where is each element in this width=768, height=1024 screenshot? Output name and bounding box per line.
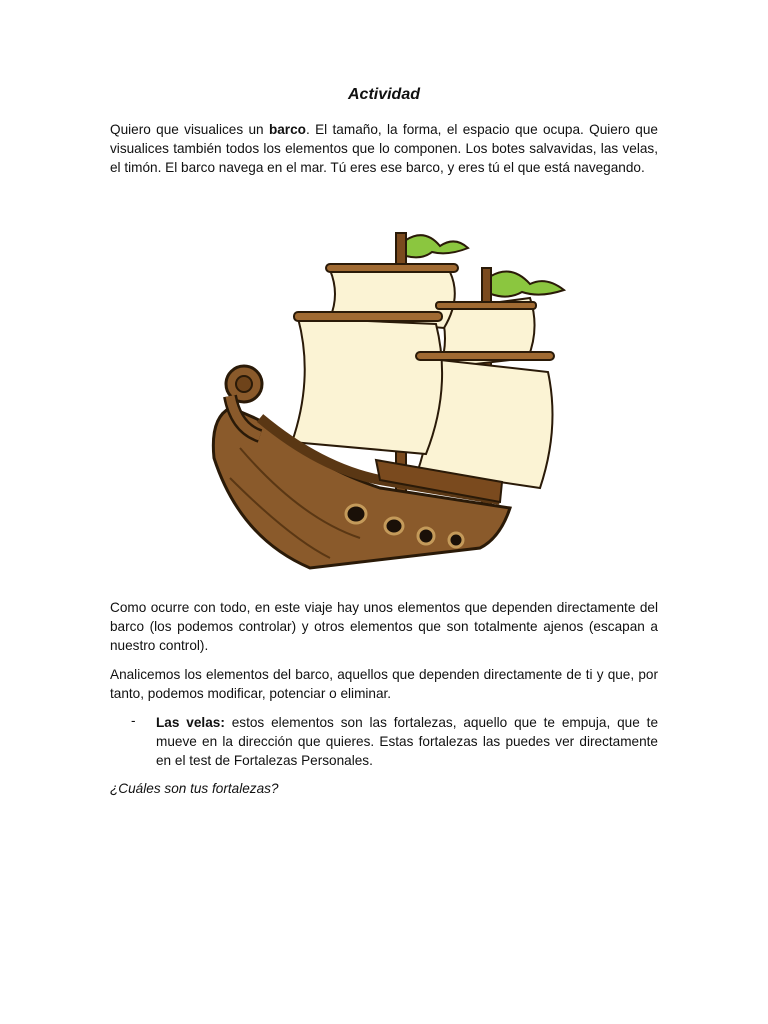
porthole [449,533,463,547]
front-main-yard [294,312,442,321]
porthole [418,528,434,544]
list-item-label: Las velas: [156,715,225,730]
sailing-ship-illustration [200,218,580,578]
strengths-question: ¿Cuáles son tus fortalezas? [110,781,279,796]
document-title: Actividad [347,86,420,103]
porthole [385,518,403,534]
front-flag [406,235,468,257]
intro-bold-word: barco [268,122,306,137]
list-bullet-marker: - [131,713,136,728]
back-flag [491,272,564,297]
back-main-yard [416,352,554,360]
front-top-yard [326,264,458,272]
porthole [346,505,366,523]
analyze-paragraph: Analicemos los elementos del barco, aquellos que dependen directamente de ti y que, por tanto, podemos modificar, potenciar o eliminar. [110,667,658,701]
intro-paragraph [110,120,658,177]
front-main-sail [292,318,442,454]
list-item-text: estos elementos son las fortalezas, aquello que te empuja, que te mueve en la dirección que quieres. Estas fortalezas las puedes ver directamente en el test de Fortalezas Personales. [156,715,659,768]
back-top-yard [436,302,536,309]
intro-text-end: . El tamaño, la forma, el espacio que ocupa. Quiero que visualices también todos los elementos que lo componen. Los botes salvavidas, las velas, el timón. El barco navega en el mar. Tú eres ese barco, y eres tú el que está navegando. [110,122,658,175]
list-item-sails [156,713,658,770]
control-paragraph: Como ocurre con todo, en este viaje hay unos elementos que dependen directamente del barco (los podemos controlar) y otros elementos que son totalmente ajenos (escapan a nuestro control). [110,600,658,653]
intro-text-start: Quiero que visualices un [110,122,269,137]
